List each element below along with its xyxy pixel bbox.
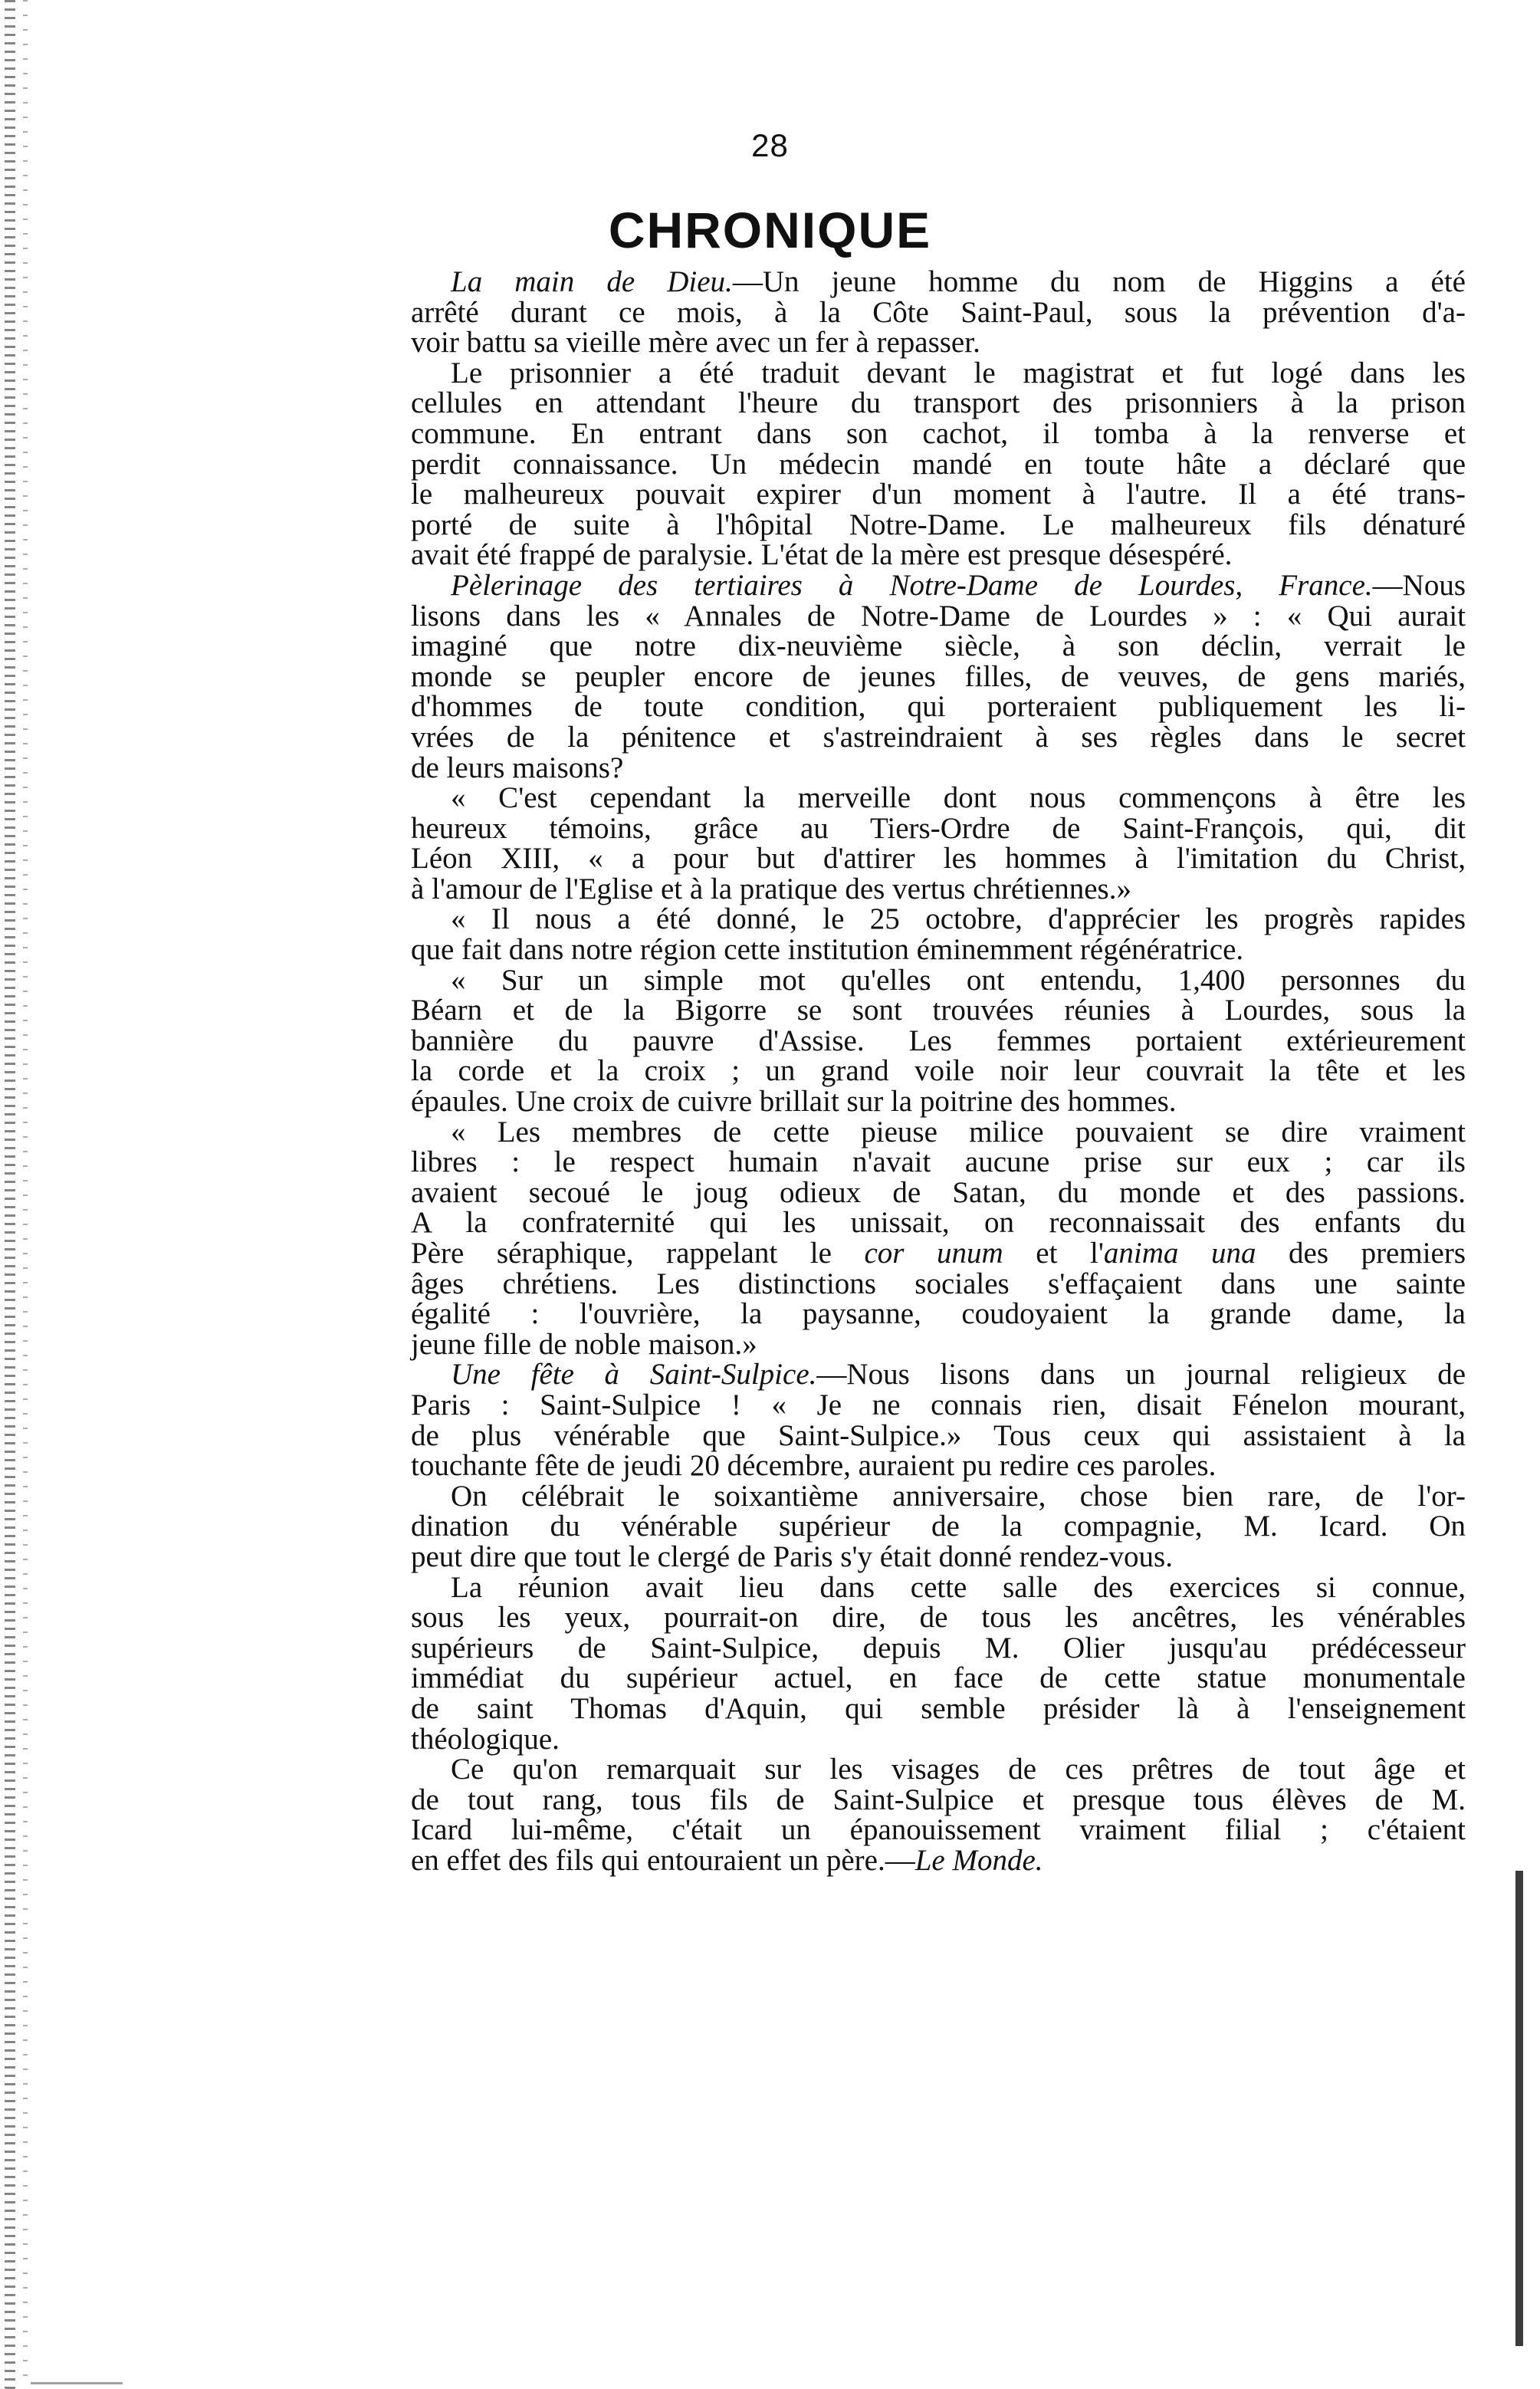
text-run: des premiers bbox=[1256, 1237, 1466, 1270]
text-run: « Sur un simple mot qu'elles ont entendu, 1,400 personnes du bbox=[451, 963, 1466, 997]
text-line bbox=[411, 1602, 1466, 1633]
page-number: 28 bbox=[751, 127, 789, 163]
text-run: —Nous lisons dans un journal religieux de bbox=[816, 1358, 1466, 1392]
text-run: voir battu sa vieille mère avec un fer à repasser. bbox=[411, 326, 980, 360]
italic-text: Une fête à Saint-Sulpice. bbox=[451, 1358, 817, 1392]
text-line bbox=[411, 1117, 1466, 1148]
text-line bbox=[411, 1086, 1466, 1117]
text-line bbox=[411, 1056, 1466, 1086]
paragraph bbox=[411, 965, 1466, 1117]
text-run: —Un jeune homme du nom de Higgins a été bbox=[732, 265, 1466, 298]
text-line bbox=[411, 1754, 1466, 1785]
text-run: jeune fille de noble maison.» bbox=[411, 1327, 757, 1361]
text-run: immédiat du supérieur actuel, en face de cette statue monumentale bbox=[411, 1661, 1466, 1695]
text-run: —Nous bbox=[1372, 568, 1466, 602]
page-title: CHRONIQUE bbox=[608, 202, 932, 258]
text-line bbox=[411, 1572, 1466, 1603]
text-run: de tout rang, tous fils de Saint-Sulpice et presque tous élèves de M. bbox=[411, 1783, 1466, 1816]
text-run: en effet des fils qui entouraient un père.— bbox=[411, 1843, 915, 1877]
text-run: monde se peupler encore de jeunes filles, de veuves, de gens mariés, bbox=[411, 659, 1466, 693]
text-run: sous les yeux, pourrait-on dire, de tous les ancêtres, les vénérables bbox=[411, 1601, 1466, 1635]
text-line bbox=[411, 1663, 1466, 1694]
article-body bbox=[411, 267, 1466, 1875]
text-line bbox=[411, 1418, 1466, 1452]
text-run: avait été frappé de paralysie. L'état de la mère est presque désespéré. bbox=[411, 538, 1233, 572]
paragraph bbox=[411, 358, 1466, 570]
text-run: cellules en attendant l'heure du transport des prisonniers à la prison bbox=[411, 386, 1466, 420]
text-run: avaient secoué le joug odieux de Satan, du monde et des passions. bbox=[411, 1175, 1466, 1209]
text-line bbox=[411, 874, 1466, 905]
text-run: porté de suite à l'hôpital Notre-Dame. Le malheureux fils dénaturé bbox=[411, 508, 1466, 541]
text-line bbox=[411, 1299, 1466, 1329]
text-line bbox=[411, 1175, 1466, 1209]
text-run: bannière du pauvre d'Assise. Les femmes portaient extérieurement bbox=[411, 1024, 1466, 1057]
text-run: de leurs maisons? bbox=[411, 751, 624, 784]
text-run: lisons dans les « Annales de Notre-Dame de Lourdes » : « Qui aurait bbox=[411, 599, 1466, 633]
text-run: imaginé que notre dix-neuvième siècle, à son déclin, verrait le bbox=[411, 629, 1466, 663]
text-run: perdit connaissance. Un médecin mandé en toute hâte a déclaré que bbox=[411, 447, 1466, 481]
text-line bbox=[411, 297, 1466, 328]
text-run: Père séraphique, rappelant le bbox=[411, 1237, 865, 1270]
text-line bbox=[411, 965, 1466, 996]
text-line bbox=[411, 1026, 1466, 1056]
italic-text: Pèlerinage des tertiaires à Notre-Dame de Lourdes, France. bbox=[451, 568, 1373, 602]
paragraph bbox=[411, 902, 1466, 967]
text-run: égalité : l'ouvrière, la paysanne, coudoyaient la grande dame, la bbox=[411, 1297, 1466, 1331]
text-run: Le prisonnier a été traduit devant le magistrat et fut logé dans les bbox=[451, 356, 1466, 389]
text-run: touchante fête de jeudi 20 décembre, auraient pu redire ces paroles. bbox=[411, 1449, 1217, 1483]
text-run: la corde et la croix ; un grand voile noir leur couvrait la tête et les bbox=[411, 1054, 1466, 1088]
text-run: Paris : Saint-Sulpice ! « Je ne connais rien, disait Fénelon mourant, bbox=[411, 1388, 1466, 1421]
paragraph bbox=[411, 1754, 1466, 1875]
text-run: On célébrait le soixantième anniversaire, chose bien rare, de l'or- bbox=[451, 1479, 1466, 1513]
text-run: A la confraternité qui les unissait, on reconnaissait des enfants du bbox=[411, 1206, 1466, 1240]
paragraph bbox=[411, 783, 1466, 904]
text-run: Ce qu'on remarquait sur les visages de ces prêtres de tout âge et bbox=[451, 1753, 1466, 1786]
text-line bbox=[411, 1542, 1466, 1572]
text-run: « Les membres de cette pieuse milice pouvaient se dire vraiment bbox=[451, 1115, 1466, 1148]
text-line bbox=[411, 692, 1466, 722]
text-line bbox=[411, 570, 1466, 601]
text-line bbox=[411, 1815, 1466, 1845]
text-line bbox=[411, 1329, 1466, 1360]
text-run: de plus vénérable que Saint-Sulpice.» Tous ceux qui assistaient à la bbox=[411, 1418, 1466, 1452]
text-run: et l' bbox=[1003, 1237, 1104, 1270]
text-line bbox=[411, 843, 1466, 874]
italic-text: cor unum bbox=[864, 1237, 1003, 1270]
text-run: âges chrétiens. Les distinctions sociales s'effaçaient dans une sainte bbox=[411, 1267, 1466, 1300]
text-run: théologique. bbox=[411, 1722, 560, 1756]
paragraph bbox=[411, 1572, 1466, 1755]
text-line bbox=[411, 783, 1466, 813]
scan-edge-left bbox=[5, 0, 15, 2389]
text-line bbox=[411, 935, 1466, 965]
text-run: à l'amour de l'Eglise et à la pratique des vertus chrétiennes.» bbox=[411, 872, 1131, 905]
text-line bbox=[411, 327, 1466, 358]
text-line bbox=[411, 1208, 1466, 1238]
scan-edge-left-inner bbox=[23, 0, 28, 2389]
text-line bbox=[411, 659, 1466, 693]
text-line bbox=[411, 722, 1466, 753]
paragraph bbox=[411, 1481, 1466, 1572]
text-line bbox=[411, 1724, 1466, 1755]
text-run: Léon XIII, « a pour but d'attirer les hommes à l'imitation du Christ, bbox=[411, 842, 1466, 876]
italic-text: anima una bbox=[1103, 1237, 1256, 1270]
text-line bbox=[411, 1691, 1466, 1725]
text-run: épaules. Une croix de cuivre brillait sur la poitrine des hommes. bbox=[411, 1085, 1177, 1119]
text-run: peut dire que tout le clergé de Paris s'y était donné rendez-vous. bbox=[411, 1540, 1173, 1573]
text-line bbox=[411, 1451, 1466, 1481]
text-line bbox=[411, 753, 1466, 784]
text-line bbox=[411, 1845, 1466, 1876]
text-line bbox=[411, 540, 1466, 570]
text-line bbox=[411, 479, 1466, 510]
text-line bbox=[411, 388, 1466, 419]
text-run: de saint Thomas d'Aquin, qui semble présider là à l'enseignement bbox=[411, 1691, 1466, 1725]
text-line bbox=[411, 1147, 1466, 1178]
text-line bbox=[411, 1269, 1466, 1300]
text-run: arrêté durant ce mois, à la Côte Saint-Paul, sous la prévention d'a- bbox=[411, 295, 1466, 329]
scan-edge-bottom bbox=[31, 2382, 123, 2384]
italic-text: Le Monde. bbox=[914, 1843, 1043, 1877]
paragraph bbox=[411, 1358, 1466, 1483]
text-run: Béarn et de la Bigorre se sont trouvées réunies à Lourdes, sous la bbox=[411, 994, 1466, 1027]
text-line bbox=[411, 358, 1466, 389]
paragraph bbox=[411, 570, 1466, 783]
text-run: libres : le respect humain n'avait aucune prise sur eux ; car ils bbox=[411, 1145, 1466, 1179]
text-line bbox=[411, 1481, 1466, 1512]
text-run: d'hommes de toute condition, qui porteraient publiquement les li- bbox=[411, 690, 1466, 724]
text-run: vrées de la pénitence et s'astreindraient à ses règles dans le secret bbox=[411, 720, 1466, 754]
text-run: commune. En entrant dans son cachot, il tomba à la renverse et bbox=[411, 416, 1466, 450]
text-line bbox=[411, 1390, 1466, 1421]
text-run: le malheureux pouvait expirer d'un moment à l'autre. Il a été trans- bbox=[411, 478, 1466, 511]
paragraph bbox=[411, 1117, 1466, 1360]
text-run: « C'est cependant la merveille dont nous commençons à être les bbox=[451, 781, 1466, 815]
text-run: que fait dans notre région cette institution éminemment régénératrice. bbox=[411, 933, 1244, 967]
text-line bbox=[411, 1359, 1466, 1390]
text-line bbox=[411, 510, 1466, 541]
scan-edge-right bbox=[1515, 1871, 1523, 2346]
text-run: Icard lui-même, c'était un épanouissement vraiment filial ; c'étaient bbox=[411, 1813, 1466, 1847]
italic-text: La main de Dieu. bbox=[451, 265, 733, 298]
text-line bbox=[411, 601, 1466, 632]
text-line bbox=[411, 1785, 1466, 1816]
paragraph bbox=[411, 267, 1466, 358]
text-line bbox=[411, 813, 1466, 844]
text-line bbox=[411, 449, 1466, 480]
text-line bbox=[411, 416, 1466, 450]
text-run: « Il nous a été donné, le 25 octobre, d'apprécier les progrès rapides bbox=[451, 902, 1466, 936]
text-line bbox=[411, 1238, 1466, 1269]
text-run: La réunion avait lieu dans cette salle des exercices si connue, bbox=[451, 1570, 1466, 1604]
text-run: heureux témoins, grâce au Tiers-Ordre de Saint-François, qui, dit bbox=[411, 811, 1466, 845]
text-line bbox=[411, 1511, 1466, 1542]
text-line bbox=[411, 904, 1466, 935]
text-line bbox=[411, 1633, 1466, 1664]
text-run: supérieurs de Saint-Sulpice, depuis M. Olier jusqu'au prédécesseur bbox=[411, 1631, 1466, 1664]
text-run: dination du vénérable supérieur de la compagnie, M. Icard. On bbox=[411, 1510, 1466, 1543]
text-line bbox=[411, 267, 1466, 297]
text-line bbox=[411, 995, 1466, 1026]
text-line bbox=[411, 631, 1466, 662]
